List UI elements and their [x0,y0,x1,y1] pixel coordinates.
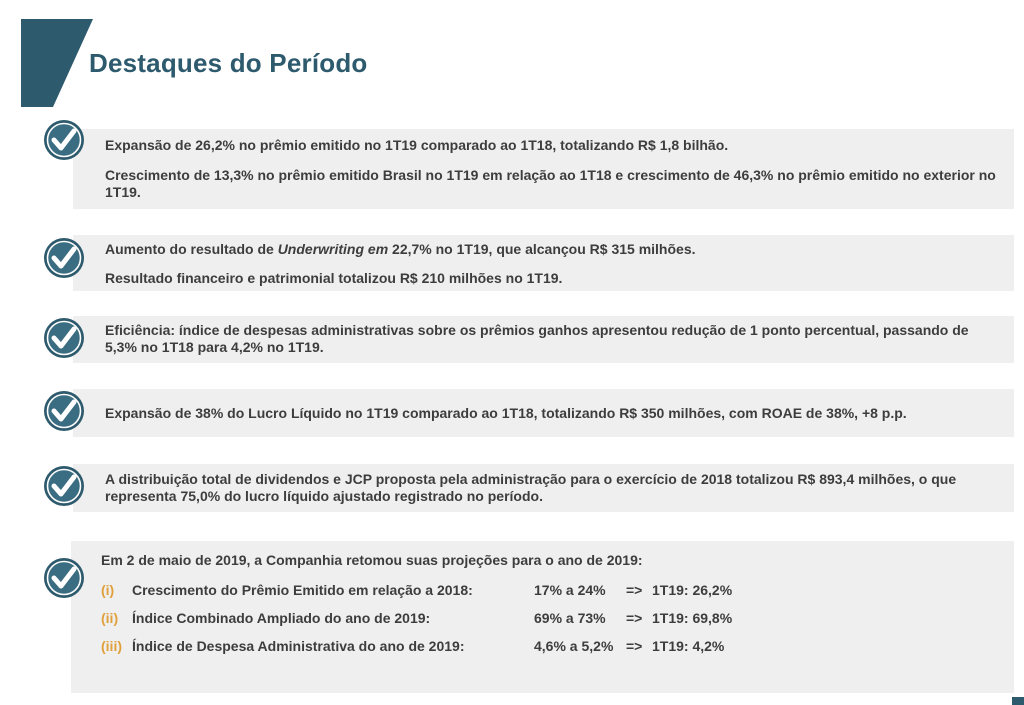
highlight-box-3 [73,316,1014,363]
projection-number: (i) [101,582,115,598]
checkmark-icon [43,390,85,432]
highlight-box-2 [73,235,1014,291]
projection-label: Índice Combinado Ampliado do ano de 2019: [132,610,431,626]
projection-label: Crescimento do Prêmio Emitido em relação a 2018: [132,582,473,598]
projections-intro: Em 2 de maio de 2019, a Companhia retomou suas projeções para o ano de 2019: [101,552,643,568]
checkmark-icon [43,317,85,359]
highlight-box-5 [73,464,1014,512]
highlight-2-line-2: Resultado financeiro e patrimonial totalizou R$ 210 milhões no 1T19. [105,270,563,286]
title-accent-shape [21,19,93,107]
projection-arrow: => [626,638,643,654]
highlight-2-italic: Underwriting em [277,241,389,257]
projection-result: 1T19: 69,8% [652,610,733,626]
projection-result: 1T19: 26,2% [652,582,733,598]
highlight-box-4 [73,389,1014,437]
projection-label: Índice de Despesa Administrativa do ano de 2019: [132,638,465,654]
checkmark-icon [43,557,85,599]
highlight-1-line-1: Expansão de 26,2% no prêmio emitido no 1T19 comparado ao 1T18, totalizando R$ 1,8 bilhão. [105,137,729,153]
highlight-2-prefix: Aumento do resultado de [105,241,278,257]
highlight-5-text: A distribuição total de dividendos e JCP proposta pela administração para o exercício de 2018 totalizou R$ 893,4 milhões, o que representa 75,0% do lucro líquido ajustado registrado no período. [105,471,957,504]
projection-range: 69% a 73% [534,610,606,626]
projection-range: 17% a 24% [534,582,606,598]
highlight-2-suffix: 22,7% no 1T19, que alcançou R$ 315 milhões. [388,241,696,257]
checkmark-icon [43,237,85,279]
highlight-4-text: Expansão de 38% do Lucro Líquido no 1T19 comparado ao 1T18, totalizando R$ 350 milhões, com ROAE de 38%, +8 p.p. [105,405,907,421]
projection-number: (iii) [101,638,122,654]
corner-accent [1012,697,1024,705]
projection-number: (ii) [101,610,119,626]
highlight-3-text: Eficiência: índice de despesas administrativas sobre os prêmios ganhos apresentou redução de 1 ponto percentual, passando de 5,3% no 1T18 para 4,2% no 1T19. [105,322,969,355]
highlight-2-line-1 [105,241,1005,258]
projection-arrow: => [626,610,643,626]
checkmark-icon [43,119,85,161]
projection-arrow: => [626,582,643,598]
highlight-box-1 [73,129,1014,209]
highlight-1-line-2: Crescimento de 13,3% no prêmio emitido Brasil no 1T19 em relação ao 1T18 e crescimento de 46,3% no prêmio emitido no exterior no 1T19. [105,167,996,200]
projections-box [71,541,1014,693]
projection-result: 1T19: 4,2% [652,638,725,654]
checkmark-icon [43,465,85,507]
projection-range: 4,6% a 5,2% [534,638,614,654]
page-title: Destaques do Período [89,48,368,78]
